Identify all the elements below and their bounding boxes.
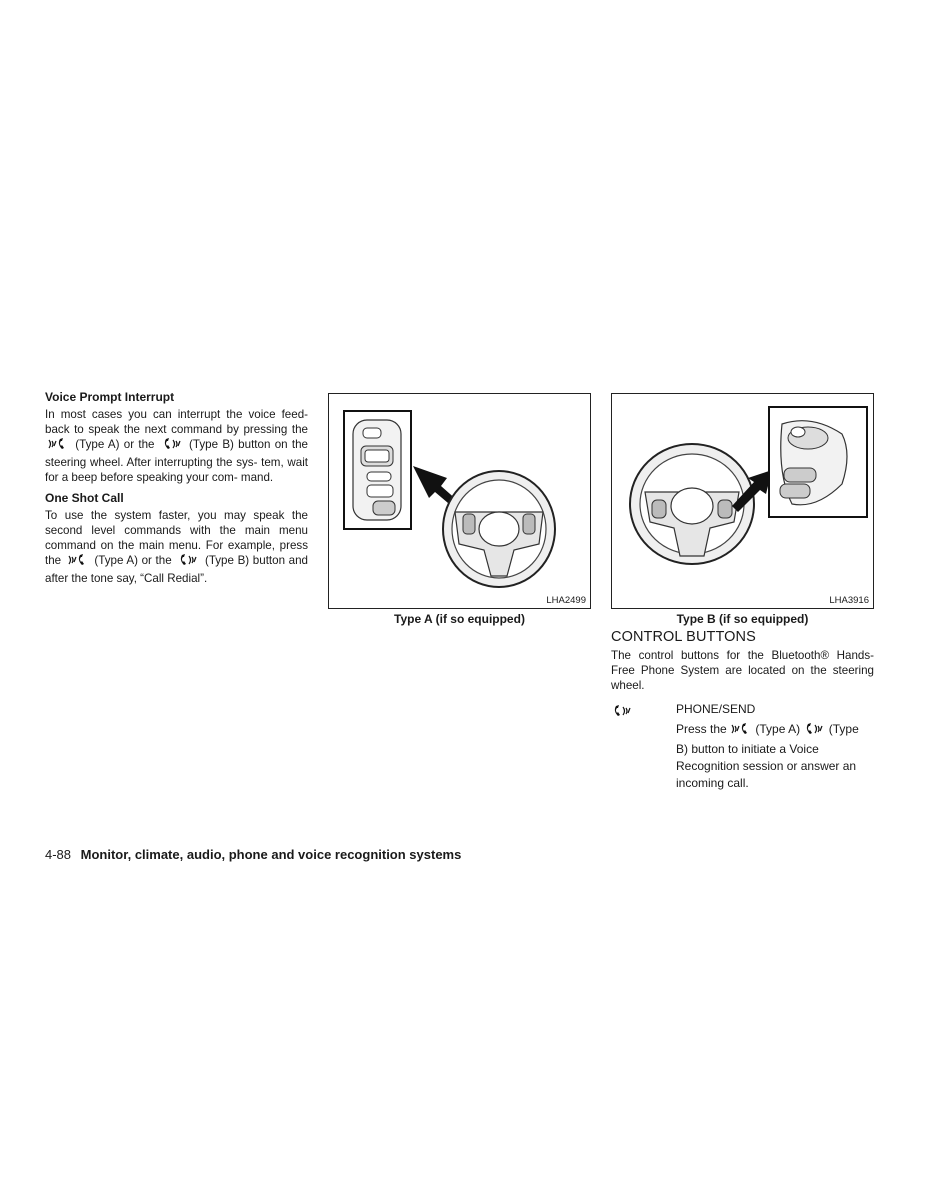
phone-send-term: PHONE/SEND xyxy=(676,702,756,716)
steering-wheel-type-a-illustration xyxy=(329,394,590,608)
control-buttons-intro: The control buttons for the Bluetooth® Hands- Free Phone System are located on the steering wheel. xyxy=(611,649,874,692)
figure-type-a xyxy=(328,393,591,609)
phone-voice-icon xyxy=(611,701,676,792)
control-buttons-section xyxy=(611,629,874,792)
one-shot-paragraph: To use the system faster, you may speak the second level commands with the main menu command on the main menu. For example, press the (Type A) or the (Type B) button and after the tone say, “Call Redial”. xyxy=(45,509,308,585)
figure-code: LHA3916 xyxy=(829,595,869,606)
phone-send-description xyxy=(676,701,874,792)
phone-send-text: Press the (Type A) (Type B) button to initiate a Voice Recognition session or answer an incoming call. xyxy=(676,722,859,790)
page-footer xyxy=(45,847,461,862)
page-number: 4-88 xyxy=(45,847,72,862)
figure-type-b xyxy=(611,393,874,609)
voice-prompt-paragraph: In most cases you can interrupt the voice feed- back to speak the next command by pressing the (Type A) or the (Type B) button on the steering wheel. After interrupting the sys- tem, wait for a beep before speaking your com- mand. xyxy=(45,408,308,484)
figure-caption-type-b: Type B (if so equipped) xyxy=(676,612,809,626)
voice-prompt-heading: Voice Prompt Interrupt xyxy=(45,390,175,404)
footer-section-title: Monitor, climate, audio, phone and voice recognition systems xyxy=(80,847,462,862)
figure-code: LHA2499 xyxy=(546,595,586,606)
one-shot-heading: One Shot Call xyxy=(45,491,124,505)
phone-voice-icon xyxy=(803,722,825,741)
phone-voice-icon xyxy=(161,437,183,455)
phone-voice-icon xyxy=(177,553,199,571)
voice-phone-icon xyxy=(730,722,752,741)
left-column xyxy=(45,390,308,592)
voice-phone-icon xyxy=(47,437,69,455)
section-title: CONTROL BUTTONS xyxy=(611,629,756,645)
voice-phone-icon xyxy=(67,553,89,571)
figure-caption-type-a: Type A (if so equipped) xyxy=(394,612,525,626)
steering-wheel-type-b-illustration xyxy=(612,394,873,608)
phone-send-entry xyxy=(611,701,874,792)
